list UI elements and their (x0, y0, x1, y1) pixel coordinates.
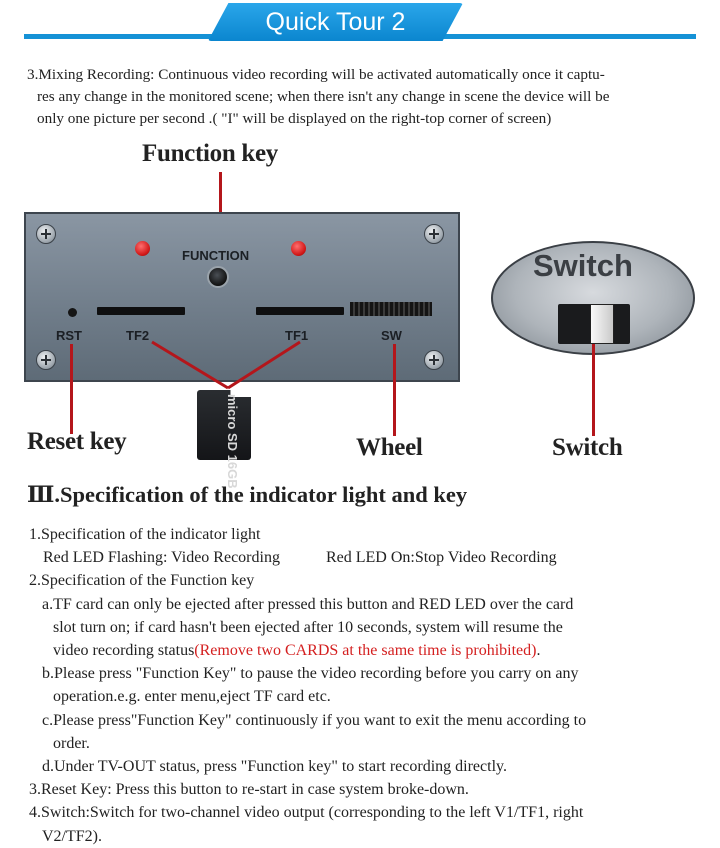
callout-function-key: Function key (142, 140, 278, 167)
item-2a-text: video recording status (53, 642, 195, 660)
callout-wheel: Wheel (356, 434, 423, 461)
wheel-pointer (393, 344, 396, 436)
reset-hole[interactable] (68, 308, 77, 317)
item-4-line-2: V2/TF2). (42, 827, 102, 845)
item-2a-line-1: a.TF card can only be ejected after pressed this button and RED LED over the card (42, 595, 574, 613)
section-heading: Ⅲ.Specification of the indicator light and key (27, 482, 468, 507)
tf1-label: TF1 (285, 328, 309, 343)
item-2a-end: . (536, 642, 541, 660)
tf2-slot[interactable] (97, 307, 185, 315)
switch-toggle[interactable] (590, 304, 614, 344)
switch-closeup-title: Switch (533, 248, 633, 283)
callout-switch: Switch (552, 434, 623, 461)
item-4-line-1: 4.Switch:Switch for two-channel video output (corresponding to the left V1/TF1, right (29, 804, 584, 822)
callout-reset-key: Reset key (27, 428, 127, 455)
intro-line-2: res any change in the monitored scene; when there isn't any change in scene the device will be (37, 88, 610, 105)
item-2a-line-3 (29, 639, 709, 662)
warning-text: (Remove two CARDS at the same time is prohibited) (194, 642, 537, 660)
item-2b-line-2: operation.e.g. enter menu,eject TF card etc. (53, 688, 331, 706)
tf-pointer-lines (140, 338, 330, 398)
section-body (29, 523, 709, 848)
item-2b-line-1: b.Please press "Function Key" to pause the video recording before you carry on any (42, 665, 579, 683)
switch-pointer (592, 344, 595, 436)
screw-icon (36, 224, 56, 244)
intro-line-1: 3.Mixing Recording: Continuous video recording will be activated automatically once it captu- (27, 66, 605, 83)
led-flashing-text: Red LED Flashing: Video Recording (43, 549, 280, 567)
microsd-card-text (225, 394, 240, 424)
led-on-text: Red LED On:Stop Video Recording (325, 549, 557, 567)
tf2-label: TF2 (126, 328, 150, 343)
function-label: FUNCTION (182, 248, 250, 263)
rst-label: RST (56, 328, 82, 343)
item-2a-line-2: slot turn on; if card hasn't been ejected after 10 seconds, system will resume the (53, 618, 563, 636)
sw-label: SW (381, 328, 402, 343)
screw-icon (424, 350, 444, 370)
reset-key-pointer (70, 344, 73, 434)
item-2c-line-1: c.Please press"Function Key" continuously if you want to exit the menu according to (42, 711, 587, 729)
screw-icon (36, 350, 56, 370)
tf1-slot[interactable] (256, 307, 344, 315)
intro-line-3: only one picture per second .( "I" will be displayed on the right-top corner of screen) (37, 110, 552, 127)
microsd-card-icon (197, 390, 251, 460)
item-2d-line-1: d.Under TV-OUT status, press "Function key" to start recording directly. (42, 758, 507, 776)
item-1-title: 1.Specification of the indicator light (29, 526, 261, 543)
item-3: 3.Reset Key: Press this button to re-start in case system broke-down. (29, 781, 469, 799)
function-button[interactable] (207, 266, 229, 288)
item-2c-line-2: order. (53, 734, 90, 752)
intro-paragraph (27, 64, 707, 130)
screw-icon (424, 224, 444, 244)
item-2-title: 2.Specification of the Function key (29, 572, 255, 590)
red-led-right (291, 241, 306, 256)
led-spec-row (29, 546, 709, 569)
page-title: Quick Tour 2 (265, 8, 406, 36)
red-led-left (135, 241, 150, 256)
wheel-control[interactable] (350, 302, 432, 316)
